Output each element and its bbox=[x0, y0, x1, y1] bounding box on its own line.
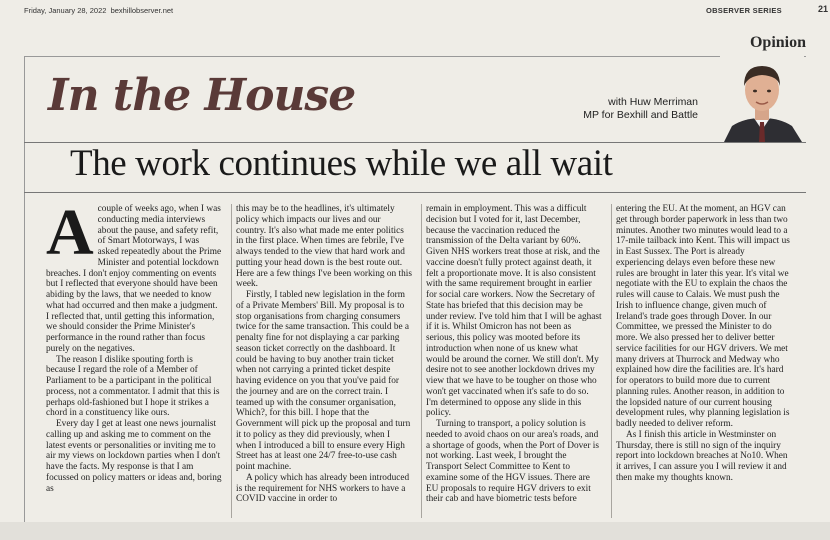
paragraph: this may be to the headlines, it's ultimately policy which impacts our lives and our country. It's also what made me enter politics in the first place. When times are febrile, I've always tended to the view that hard work and putting your head down is the best route out. Here are a few things I've been working on this week. bbox=[236, 204, 412, 290]
author-photo bbox=[720, 56, 804, 142]
paragraph: Firstly, I tabled new legislation in the form of a Private Members' Bill. My proposal is to stop organisations from charging consumers twice for the same transaction. This could be a penalty fine for not displaying a car parking season ticket correctly on the dashboard. It could be having to buy another train ticket when not carrying a printed ticket despite having evidence on you that you've paid for the journey and are on the correct train. I teamed up with the consumer organisation, Which?, for this bill. I hope that the Government will pick up the proposal and turn it to policy as they did previously, when I when I introduced a bill to ensure every High Street has at least one 24/7 free-to-use cash point machine. bbox=[236, 290, 411, 472]
paragraph: The reason I dislike spouting forth is because I regard the role of a Member of Parliament to be a participant in the political process, not a commentator. I admit that this is perhaps old-fashioned but I hope it strikes a chord in a constituency like ours. bbox=[46, 354, 220, 419]
paragraph: As I finish this article in Westminster on Thursday, there is still no sign of the inquiry report into lockdown breaches at No10. When it arrives, I can assure you I will review it and then make my thoughts known. bbox=[616, 429, 788, 483]
headline: The work continues while we all wait bbox=[70, 143, 613, 184]
byline bbox=[583, 96, 698, 122]
paragraph: Acouple of weeks ago, when I was conducting media interviews about the pause, and safety refit, of Smart Motorways, I was asked repeatedly about the Prime Minister and potential lockdown breaches. I don't enjoy commenting on events but I reflected that everyone should have been abiding by the laws, that we needed to know what had occurred and then make a judgment. I reflected that, until getting this information, we should consider the Prime Minister's performance in the round rather than focus purely on the negatives. bbox=[46, 204, 222, 354]
paragraph: entering the EU. At the moment, an HGV can get through border paperwork in less than two minutes. Another two minutes would lead to a 17-mile tailback into Kent. This will impact us in East Sussex. The Port is already experiencing delays even before these new rules are brought in later this year. It's vital we negotiate with the EU to explain the chaos the rules will cause to Calais. We must push the Irish to influence change, given much of Ireland's trade goes through Dover. In our Committee, we pressed the Minister to do more. We also pressed her to deliver better service facilities for our HGV drivers. We met many drivers at Thurrock and Medway who explained how dire the facilities are. It's hard for operators to build more due to current planning rules. Another reason, in addition to the lopsided nature of our current housing development rules, why planning legislation is badly needed to deliver reform. bbox=[616, 204, 790, 429]
article-column-1 bbox=[46, 204, 222, 522]
article-column-4 bbox=[616, 204, 792, 522]
drop-cap: A bbox=[46, 204, 94, 269]
byline-role: MP for Bexhill and Battle bbox=[583, 109, 698, 121]
article-body bbox=[46, 204, 796, 522]
series-label: OBSERVER SERIES bbox=[705, 6, 782, 15]
author-portrait-icon bbox=[720, 56, 804, 142]
page-header bbox=[24, 4, 830, 18]
byline-author: with Huw Merriman bbox=[608, 96, 698, 108]
article-column-3 bbox=[426, 204, 602, 522]
paragraph: A policy which has already been introduced is the requirement for NHS workers to have a COVID vaccine in order to bbox=[236, 472, 410, 505]
section-label: Opinion bbox=[749, 34, 806, 51]
top-rule bbox=[24, 56, 806, 57]
paragraph: Every day I get at least one news journalist calling up and asking me to comment on the latest events or personalities or inviting me to air my views on lockdown parties when I don't have the facts. My response is that I am focussed on policy matters or ideas and, boring as bbox=[46, 419, 222, 494]
page-number: 21 bbox=[817, 4, 828, 14]
issue-date: Friday, January 28, 2022 bexhillobserver.net bbox=[24, 6, 174, 15]
column-title: In the House bbox=[48, 70, 356, 121]
article-column-2 bbox=[236, 204, 412, 522]
headline-rule bbox=[24, 192, 806, 193]
site-url: bexhillobserver.net bbox=[110, 6, 174, 15]
page-bottom-edge bbox=[0, 522, 830, 540]
left-border-rule bbox=[24, 56, 25, 526]
paragraph: Turning to transport, a policy solution is needed to avoid chaos on our area's roads, and a shortage of goods, when the Port of Dover is not working. Last week, I brought the Transport Select Committee to Kent to examine some of the HGV issues. There are EU proposals to require HGV drivers to exit their cab and have biometric tests before bbox=[426, 419, 599, 505]
paragraph: remain in employment. This was a difficult decision but I voted for it, last December, because the vaccination reduced the transmission of the Delta variant by 60%. Given NHS workers treat those at risk, and the vaccine doesn't fully protect against death, it felt a proportionate move. It is also consistent with the same requirement brought in earlier for social care workers. Now the Secretary of State has briefed that this decision may be under review. I've told him that I will be aghast if it is. Whilst Omicron has not been as serious, this policy was mooted before its introduction when none of us knew what would be around the corner. We still don't. My desire not to see another lockdown drives my view that we have to be tougher on those who won't get vaccinated when it's safe to do so. I'm determined to oppose any slide in this policy. bbox=[426, 204, 602, 419]
